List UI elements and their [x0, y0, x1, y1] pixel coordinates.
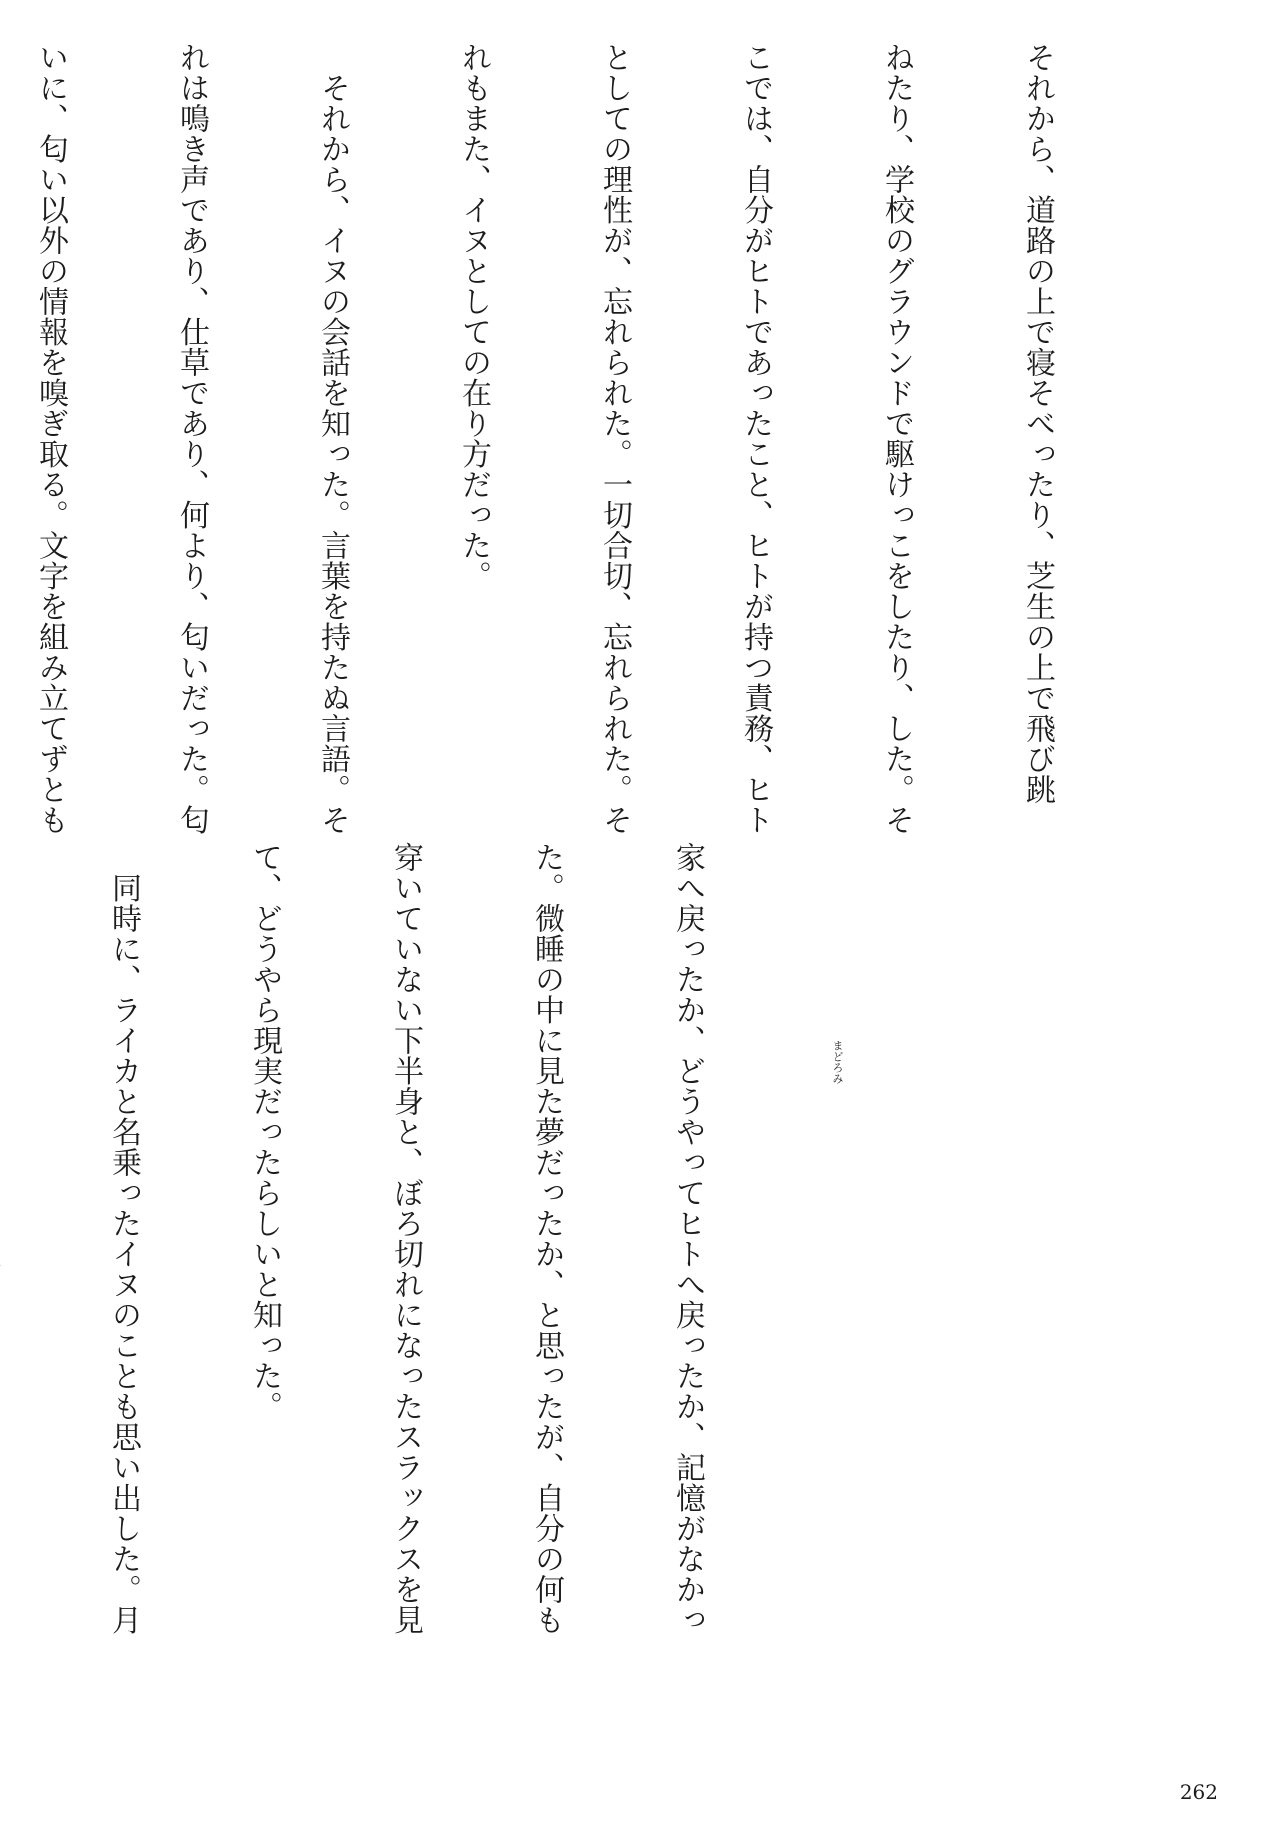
text-column: れは鳴き声であり、仕草であり、何より、匂いだった。匂	[174, 42, 209, 835]
text-column: こでは、自分がヒトであったこと、ヒトが持つ責務、ヒト	[738, 42, 773, 835]
page-number: 262	[1179, 1780, 1218, 1804]
text-column: た。微睡の中に見た夢だったか、と思ったが、自分の何も	[529, 842, 564, 1635]
text-column: それから、道路の上で寝そべったり、芝生の上で飛び跳	[1020, 42, 1055, 805]
text-column: ねたり、学校のグラウンドで駆けっこをしたり、した。そ	[879, 42, 914, 835]
text-column: れもまた、イヌとしての在り方だった。	[456, 42, 491, 591]
text-column: 同時に、ライカと名乗ったイヌのことも思い出した。月	[106, 842, 141, 1635]
text-column: それから、イヌの会話を知った。言葉を持たぬ言語。そ	[315, 42, 350, 835]
text-column: 穿いていない下半身と、ぼろ切れになったスラックスを見	[388, 842, 423, 1635]
furigana-reading: まどろみ	[831, 1040, 844, 1084]
text-column	[0, 842, 6, 1722]
text-column: としての理性が、忘れられた。一切合切、忘れられた。そ	[597, 42, 632, 835]
text-column: いに、匂い以外の情報を嗅ぎ取る。文字を組み立てずとも	[33, 42, 68, 835]
text-column: 家へ戻ったか、どうやってヒトへ戻ったか、記憶がなかっ	[670, 842, 705, 1635]
text-column: て、どうやら現実だったらしいと知った。	[247, 842, 282, 1422]
text-block-lower	[0, 842, 805, 1722]
text-block-upper	[0, 42, 1155, 882]
